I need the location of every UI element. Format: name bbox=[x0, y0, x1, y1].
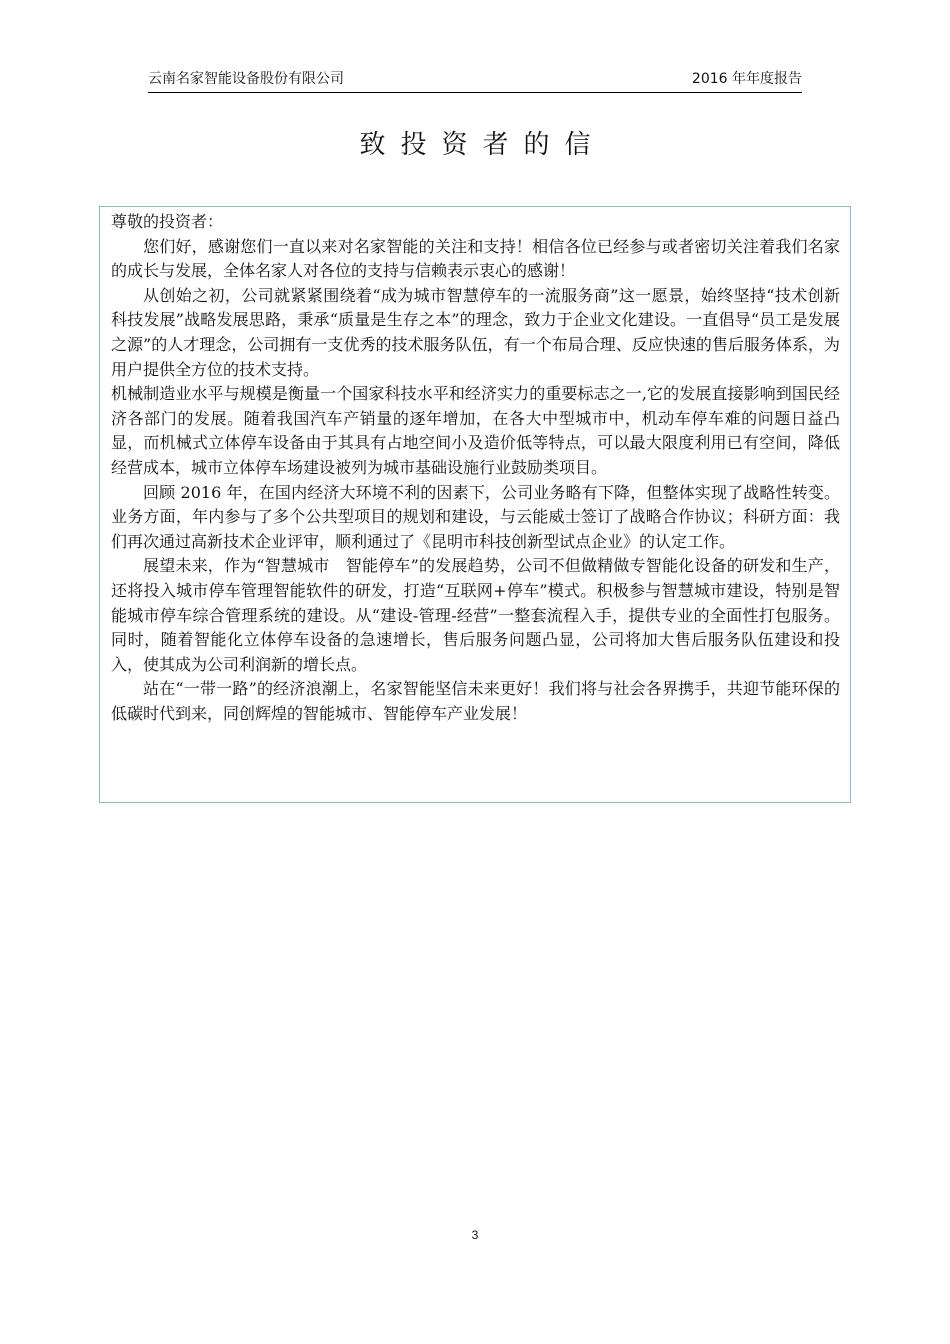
letter-paragraph-6: 站在“一带一路”的经济浪潮上，名家智能坚信未来更好！我们将与社会各界携手，共迎节能环保的低碳时代到来，同创辉煌的智能城市、智能停车产业发展！ bbox=[111, 679, 840, 723]
letter-paragraph-3: 机械制造业水平与规模是衡量一个国家科技水平和经济实力的重要标志之一,它的发展直接影响到国民经济各部门的发展。随着我国汽车产销量的逐年增加，在各大中型城市中，机动车停车难的问题日益凸显，而机械式立体停车设备由于其具有占地空间小及造价低等特点，可以最大限度利用已有空间，降低经营成本，城市立体停车场建设被列为城市基础设施行业鼓励类项目。 bbox=[111, 384, 840, 477]
letter-paragraph-5: 展望未来，作为“智慧城市 智能停车”的发展趋势，公司不但做精做专智能化设备的研发和生产，还将投入城市停车管理智能软件的研发，打造“互联网+停车”模式。积极参与智慧城市建设，特别是智能城市停车综合管理系统的建设。从“建设-管理-经营”一整套流程入手，提供专业的全面性打包服务。同时，随着智能化立体停车设备的急速增长，售后服务问题凸显，公司将加大售后服务队伍建设和投入，使其成为公司利润新的增长点。 bbox=[111, 556, 840, 674]
letter-paragraph-2: 从创始之初，公司就紧紧围绕着“成为城市智慧停车的一流服务商”这一愿景，始终坚持“技术创新 科技发展”战略发展思路，秉承“质量是生存之本”的理念，致力于企业文化建设。一直倡导“员工是发展之源”的人才理念，公司拥有一支优秀的技术服务队伍，有一个布局合理、反应快速的售后服务体系，为用户提供全方位的技术支持。 bbox=[111, 285, 857, 379]
page-title: 致投资者的信 bbox=[359, 130, 606, 160]
page-number: 3 bbox=[471, 1228, 479, 1242]
letter-paragraph-1: 您们好，感谢您们一直以来对名家智能的关注和支持！相信各位已经参与或者密切关注着我们名家的成长与发展，全体名家人对各位的支持与信赖表示衷心的感谢！ bbox=[111, 236, 840, 281]
letter-box bbox=[99, 206, 857, 803]
header-report-name: 2016 年年度报告 bbox=[691, 71, 802, 87]
letter-salutation: 尊敬的投资者： bbox=[111, 212, 224, 231]
letter-paragraph-4: 回顾 2016 年，在国内经济大环境不利的因素下，公司业务略有下降，但整体实现了战略性转变。业务方面，年内参与了多个公共型项目的规划和建设，与云能威士签订了战略合作协议；科研方面：我们再次通过高新技术企业评审，顺利通过了《昆明市科技创新型试点企业》的认定工作。 bbox=[111, 482, 840, 551]
header-company-name: 云南名家智能设备股份有限公司 bbox=[148, 71, 344, 87]
page-header bbox=[148, 68, 802, 93]
